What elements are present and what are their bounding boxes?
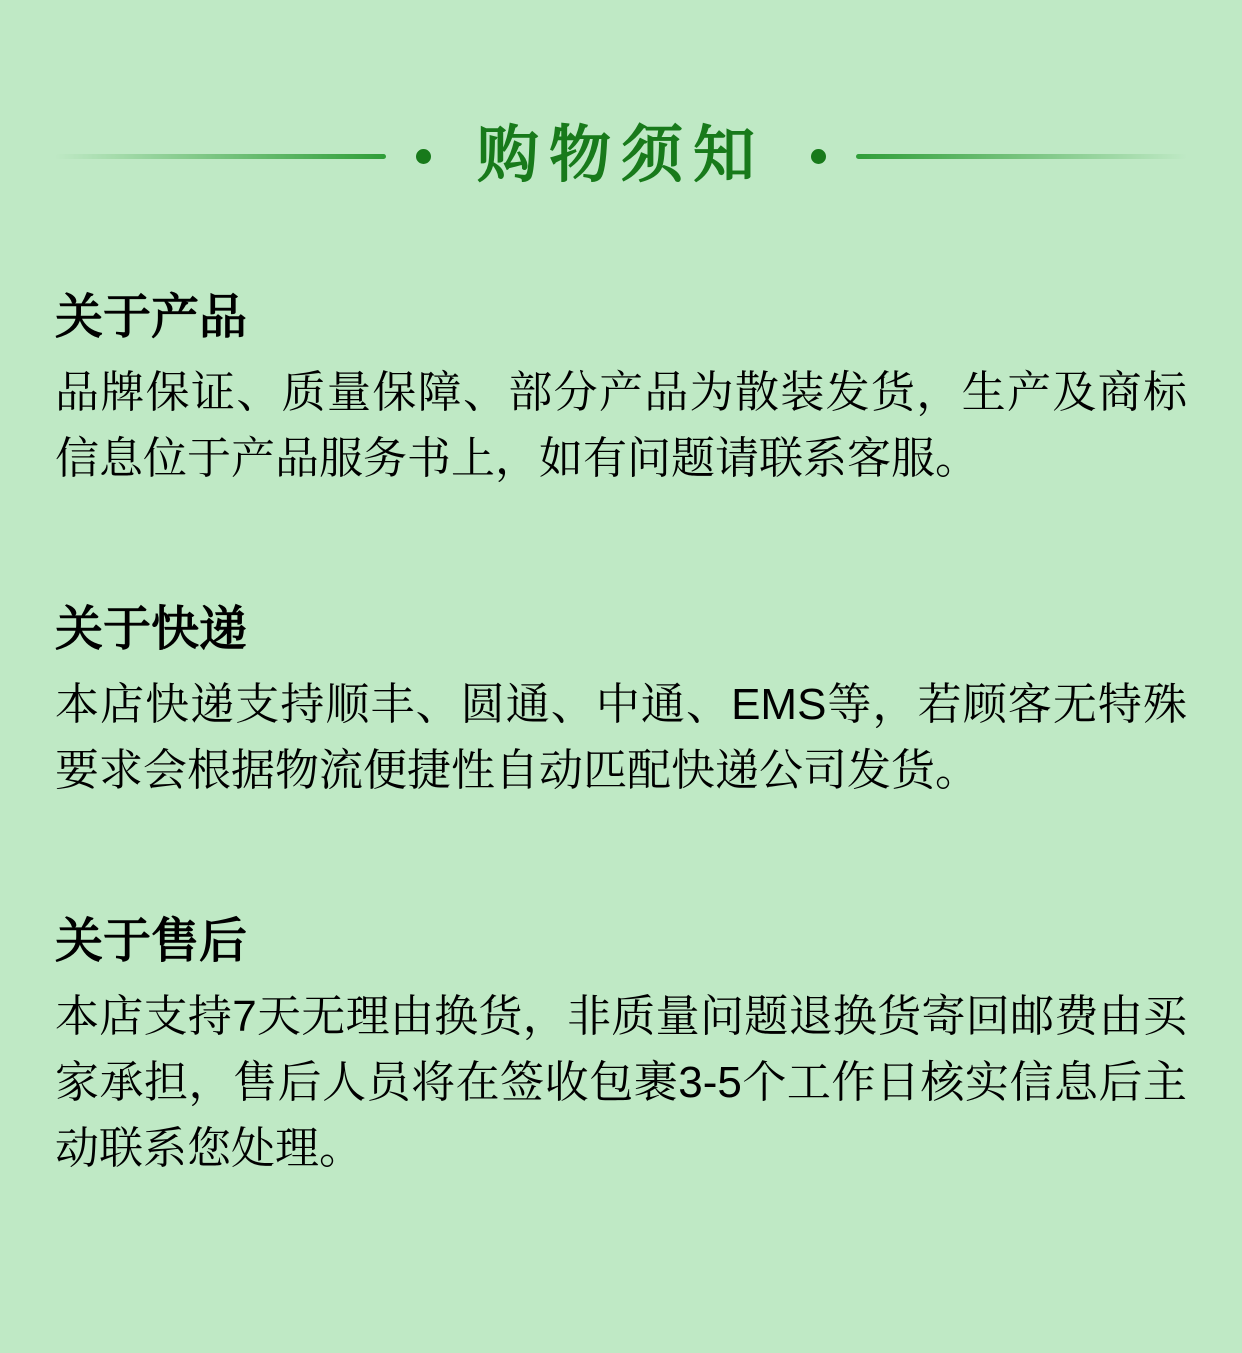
section-body-aftersales: 本店支持7天无理由换货，非质量问题退换货寄回邮费由买家承担，售后人员将在签收包裹3-5个工作日核实信息后主动联系您处理。 — [55, 992, 1187, 1173]
section-about-shipping — [55, 602, 1187, 804]
bullet-dot-right-icon — [811, 149, 826, 164]
section-heading-aftersales: 关于售后 — [55, 915, 248, 968]
page-title-row — [55, 118, 1187, 194]
bullet-dot-left-icon — [416, 149, 431, 164]
section-heading-product: 关于产品 — [55, 291, 248, 344]
decorative-line-left — [55, 154, 386, 159]
section-about-aftersales — [55, 914, 1187, 1182]
section-body-shipping: 本店快递支持顺丰、圆通、中通、EMS等，若顾客无特殊要求会根据物流便捷性自动匹配快递公司发货。 — [55, 680, 1187, 795]
section-heading-shipping: 关于快递 — [55, 603, 248, 656]
section-body-product: 品牌保证、质量保障、部分产品为散装发货，生产及商标信息位于产品服务书上，如有问题请联系客服。 — [55, 368, 1187, 483]
decorative-line-right — [856, 154, 1187, 159]
page-title: 购物须知 — [477, 121, 766, 190]
section-about-product — [55, 290, 1187, 492]
shopping-notice-panel — [0, 118, 1242, 1353]
